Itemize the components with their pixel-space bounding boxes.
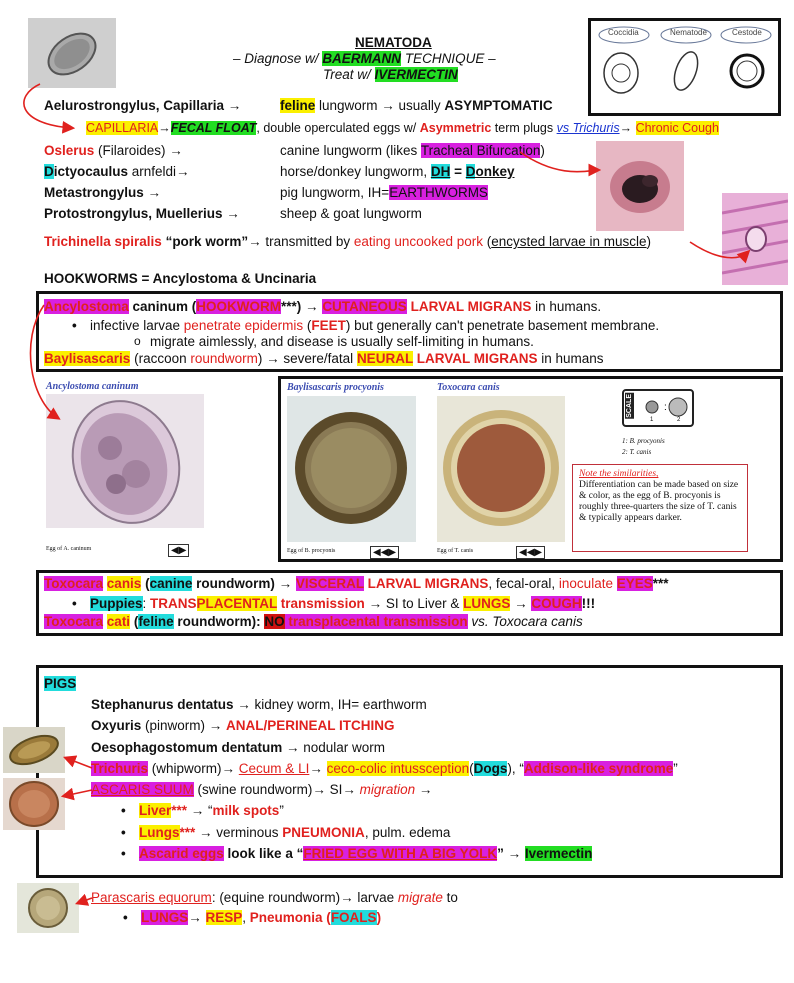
parascaris-egg-thumb [17, 883, 79, 933]
ancylostoma-line: Ancylostoma caninum (HOOKWORM***) → CUTANEOUS LARVAL MIGRANS in humans. [44, 299, 602, 314]
capillaria-bullet: • CAPILLARIA→FECAL FLOAT, double operculated eggs w/ Asymmetric term plugs vs Trichuris→ Chronic Cough [86, 121, 719, 135]
trichuris-egg-thumb [3, 727, 65, 773]
note-title: Note the similarities, [579, 469, 659, 479]
row-aelurostrongylus-name: Aelurostrongylus, Capillaria → [44, 98, 242, 113]
larvae-bullet: • infective larvae penetrate epidermis (FEET) but generally can't penetrate basement membrane. [90, 318, 659, 333]
toxocara-caption: Egg of T. canis [437, 548, 474, 554]
sketch-label-nematode: Nematode [670, 28, 707, 37]
toxocara-image-title: Toxocara canis [437, 382, 500, 393]
toxocara-egg-photo [437, 396, 565, 542]
puppies-bullet: • Puppies: TRANSPLACENTAL transmission → SI to Liver & LUNGS → COUGH!!! [90, 596, 595, 611]
row-dictyocaulus-desc: horse/donkey lungworm, DH = Donkey [280, 164, 515, 179]
pig-stephanurus: Stephanurus dentatus → kidney worm, IH= earthworm [91, 697, 427, 712]
egg-photo-top-left [28, 18, 116, 88]
egg-comparison-sketch [588, 18, 781, 116]
treat-line: Treat w/ IVERMECTIN [323, 67, 458, 82]
row-protostrongylus-desc: sheep & goat lungworm [280, 206, 422, 221]
row-trichinella: Trichinella spiralis “pork worm”→ transmitted by eating uncooked pork (encysted larvae in muscle) [44, 234, 652, 249]
pig-ascarid-eggs-bullet: • Ascarid eggs look like a “FRIED EGG WITH A BIG YOLK” → Ivermectin [139, 846, 592, 861]
legend-t-canis: 2: T. canis [622, 448, 652, 456]
legend-b-procyonis: 1: B. procyonis [622, 437, 665, 445]
pig-trichuris: Trichuris (whipworm)→ Cecum & LI→ ceco-colic intussception(Dogs), “Addison-like syndrome” [91, 761, 678, 776]
toxocara-nav-icons: ◀◀▶ [516, 546, 545, 559]
row-metastrongylus-name: Metastrongylus → [44, 185, 162, 200]
ancylostoma-image-title: Ancylostoma caninum [46, 381, 139, 392]
migrate-subbullet: o migrate aimlessly, and disease is usually self-limiting in humans. [150, 334, 534, 349]
baylisascaris-caption: Egg of B. procyonis [287, 548, 336, 554]
note-body: Differentiation can be made based on size & color, as the egg of B. procyonis is roughly three-quarters the size of T. canis & typically appears darker. [579, 480, 739, 523]
sketch-label-coccidia: Coccidia [608, 28, 639, 37]
baylisascaris-line: Baylisascaris (raccoon roundworm) → severe/fatal NEURAL LARVAL MIGRANS in humans [44, 351, 604, 366]
ancylostoma-nav-icons: ◀▶ [168, 544, 189, 557]
muscle-larvae-photo [722, 193, 788, 285]
hookworms-heading: HOOKWORMS = Ancylostoma & Uncinaria [44, 271, 317, 286]
baylisascaris-nav-icons: ◀◀▶ [370, 546, 399, 559]
trachea-photo [596, 141, 684, 231]
baylisascaris-image-title: Baylisascaris procyonis [287, 382, 384, 393]
scale-num-1: 1 [650, 417, 654, 423]
row-aelurostrongylus-desc: feline lungworm → usually ASYMPTOMATIC [280, 98, 553, 113]
sketch-label-cestode: Cestode [732, 28, 762, 37]
ascaris-egg-thumb [3, 778, 65, 830]
baylisascaris-egg-photo [287, 396, 416, 542]
pig-oesophagostomum: Oesophagostomum dentatum → nodular worm [91, 740, 386, 755]
row-oslerus-name: Oslerus (Filaroides) → [44, 143, 183, 158]
toxocara-cati-line: Toxocara cati (feline roundworm): NO transplacental transmission vs. Toxocara canis [44, 614, 583, 629]
note-box [572, 464, 748, 552]
toxocara-canis-line: Toxocara canis (canine roundworm) → VISCERAL LARVAL MIGRANS, fecal-oral, inoculate EYES*** [44, 576, 669, 591]
ancylostoma-caption: Egg of A. caninum [46, 546, 92, 552]
row-protostrongylus-name: Protostrongylus, Muellerius → [44, 206, 240, 221]
scale-num-2: 2 [677, 417, 681, 423]
svg-text::: : [664, 402, 667, 413]
diagnose-line: – Diagnose w/ BAERMANN TECHNIQUE – [233, 51, 496, 66]
pig-lungs-bullet: • Lungs*** → verminous PNEUMONIA, pulm. edema [139, 825, 450, 840]
scale-box [622, 389, 694, 427]
pig-liver-bullet: • Liver*** → “milk spots” [139, 803, 284, 818]
pigs-heading: PIGS [44, 676, 77, 691]
row-oslerus-desc: canine lungworm (likes Tracheal Bifurcation) [280, 143, 545, 158]
pig-ascaris: ASCARIS SUUM (swine roundworm)→ SI→ migration → [91, 782, 433, 797]
row-dictyocaulus-name: Dictyocaulus arnfeldi→ [44, 164, 190, 179]
ancylostoma-egg-photo [46, 394, 204, 528]
pig-oxyuris: Oxyuris (pinworm) → ANAL/PERINEAL ITCHING [91, 718, 395, 733]
row-metastrongylus-desc: pig lungworm, IH=EARTHWORMS [280, 185, 488, 200]
parascaris-line: Parascaris equorum: (equine roundworm)→ larvae migrate to [91, 890, 458, 905]
parascaris-bullet: • LUNGS→ RESP, Pneumonia (FOALS) [141, 910, 381, 925]
page-title: NEMATODA [355, 35, 432, 50]
scale-label: SCALE [626, 394, 633, 418]
